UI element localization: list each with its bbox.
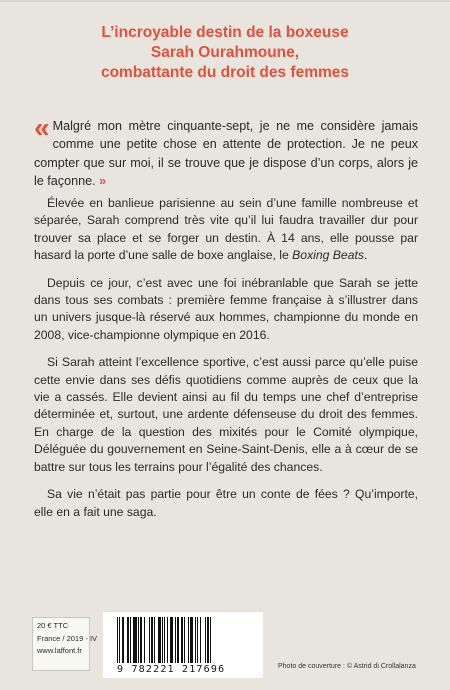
- isbn-number: 9 782221 217696: [117, 664, 226, 675]
- paragraph-4: Sa vie n’était pas partie pour être un conte de fées ? Qu’importe, elle en a fait une saga.: [34, 487, 418, 519]
- paragraph-1: [34, 195, 418, 265]
- close-quote-mark: »: [99, 173, 107, 188]
- photo-credit: Photo de couverture : © Astrid di Crollalanza: [278, 663, 416, 670]
- price-info-box: [32, 617, 98, 671]
- quote-block: [34, 112, 418, 190]
- isbn-barcode: [103, 612, 263, 678]
- headline-line-1: L’incroyable destin de la boxeuse: [101, 24, 349, 41]
- gym-name: Boxing Beats: [292, 248, 364, 263]
- paragraph-1-text: Élevée en banlieue parisienne au sein d’une famille nombreuse et séparée, Sarah comprend très vite qu’il lui faudra travailler dur pour trouver sa place et se forger un destin. À 14 ans, elle pousse par hasard la porte d’une salle de boxe anglaise, le: [34, 196, 418, 263]
- open-quote-mark: «: [34, 112, 47, 143]
- price: 20 € TTC: [37, 621, 69, 630]
- top-edge: [0, 0, 450, 2]
- edition-code: France / 2019 - IV: [37, 633, 98, 643]
- publisher-website: www.laffont.fr: [37, 646, 82, 655]
- barcode-bars: [117, 617, 253, 663]
- barcode-bar: [211, 617, 212, 663]
- paragraph-3: Si Sarah atteint l’excellence sportive, c’est aussi parce qu’elle puise cette envie dans ses défis quotidiens comme auprès de ceux que la vie a cassés. Elle devient ainsi au fil du temps une chef d’entreprise déterminée et, surtout, une ardente défenseuse du droit des femmes. En charge de la question des mixités pour le Comité olympique, Déléguée du gouvernement en Seine-Saint-Denis, elle a à cœur de se battre sur tous les terrains pour l’égalité des chances.: [34, 355, 418, 474]
- headline-line-2: Sarah Ourahmoune,: [150, 44, 300, 61]
- paragraph-1-end: .: [363, 248, 368, 263]
- headline-line-3: combattante du droit des femmes: [100, 64, 350, 81]
- paragraph-2: Depuis ce jour, c’est avec une foi inébranlable que Sarah se jette dans tous ses combats : première femme française à s’illustrer dans un univers jusque-là réservé aux hommes, championne du monde en 2008, vice-championne olympique en 2016.: [34, 275, 418, 342]
- quote-text: Malgré mon mètre cinquante-sept, je ne me considère jamais comme une petite chose en attente de protection. Je ne peux compter que sur moi, il se trouve que je dispose d’un corps, alors je le façonne.: [34, 119, 418, 188]
- headline: [0, 23, 450, 83]
- synopsis: [34, 195, 418, 531]
